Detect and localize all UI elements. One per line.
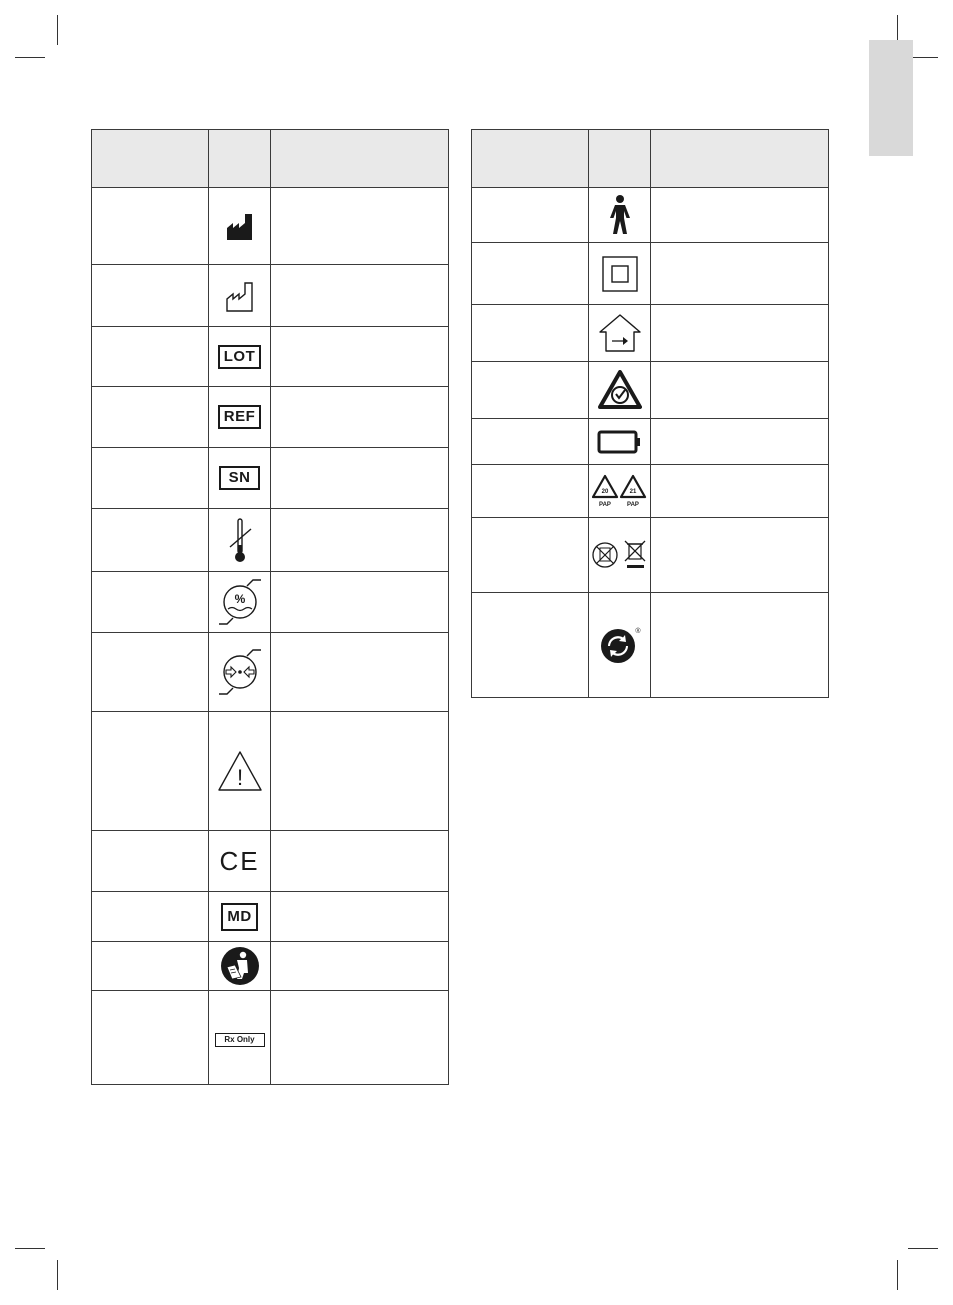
header-cell bbox=[472, 130, 589, 188]
ce-mark-icon: CE bbox=[219, 845, 260, 876]
manufacturer-icon bbox=[224, 210, 256, 242]
table-row bbox=[472, 305, 829, 362]
language-tab bbox=[869, 40, 913, 156]
table-row bbox=[472, 465, 829, 518]
table-row bbox=[92, 712, 449, 831]
temperature-limit-icon bbox=[225, 515, 255, 565]
table-row bbox=[92, 892, 449, 942]
table-row bbox=[472, 593, 829, 698]
humidity-limit-icon bbox=[217, 577, 263, 627]
green-dot-icon bbox=[598, 625, 642, 665]
atmospheric-pressure-icon bbox=[217, 647, 263, 697]
rcm-mark-icon bbox=[598, 370, 642, 410]
table-row bbox=[92, 831, 449, 892]
weee-disposal-icon bbox=[592, 540, 648, 570]
crop-mark bbox=[57, 1260, 58, 1290]
lot-icon: LOT bbox=[218, 345, 262, 369]
header-cell bbox=[651, 130, 829, 188]
indoor-use-icon bbox=[598, 313, 642, 353]
table-row bbox=[472, 243, 829, 305]
caution-icon bbox=[217, 749, 263, 793]
ref-icon: REF bbox=[218, 405, 262, 429]
class-ii-equipment-icon bbox=[602, 256, 638, 292]
table-row bbox=[472, 419, 829, 465]
recycling-code-21: 21 bbox=[629, 489, 636, 495]
table-row bbox=[92, 991, 449, 1085]
table-row bbox=[92, 448, 449, 509]
table-header bbox=[472, 130, 829, 188]
table-row bbox=[92, 633, 449, 712]
medical-device-icon: MD bbox=[221, 903, 257, 931]
read-instructions-icon bbox=[220, 946, 260, 986]
crop-mark bbox=[908, 1248, 938, 1249]
table-header bbox=[92, 130, 449, 188]
type-bf-applied-part-icon bbox=[607, 194, 633, 236]
header-cell bbox=[92, 130, 209, 188]
crop-mark bbox=[897, 1260, 898, 1290]
crop-mark bbox=[57, 15, 58, 45]
table-row bbox=[472, 362, 829, 419]
table-row bbox=[472, 518, 829, 593]
registered-mark: ® bbox=[634, 628, 641, 635]
recycling-pap-icon bbox=[592, 473, 648, 509]
battery-icon bbox=[597, 430, 643, 454]
header-cell bbox=[271, 130, 449, 188]
table-row bbox=[92, 188, 449, 265]
crop-mark bbox=[15, 57, 45, 58]
recycling-pap-label: PAP bbox=[598, 502, 611, 508]
left-symbol-table bbox=[91, 129, 449, 1085]
header-cell bbox=[209, 130, 271, 188]
caution-exclamation: ! bbox=[236, 765, 243, 790]
humidity-percent-label: % bbox=[234, 592, 245, 606]
rx-only-icon: Rx Only bbox=[215, 1033, 265, 1047]
recycling-pap-label: PAP bbox=[626, 502, 639, 508]
crop-mark bbox=[15, 1248, 45, 1249]
table-row bbox=[92, 509, 449, 572]
table-row bbox=[92, 387, 449, 448]
table-row bbox=[92, 942, 449, 991]
recycling-code-20: 20 bbox=[601, 489, 608, 495]
table-row bbox=[92, 327, 449, 387]
right-symbol-table bbox=[471, 129, 829, 698]
serial-number-icon: SN bbox=[219, 466, 261, 490]
table-row bbox=[472, 188, 829, 243]
header-cell bbox=[589, 130, 651, 188]
date-of-manufacture-icon bbox=[224, 279, 256, 313]
table-row bbox=[92, 572, 449, 633]
table-row bbox=[92, 265, 449, 327]
